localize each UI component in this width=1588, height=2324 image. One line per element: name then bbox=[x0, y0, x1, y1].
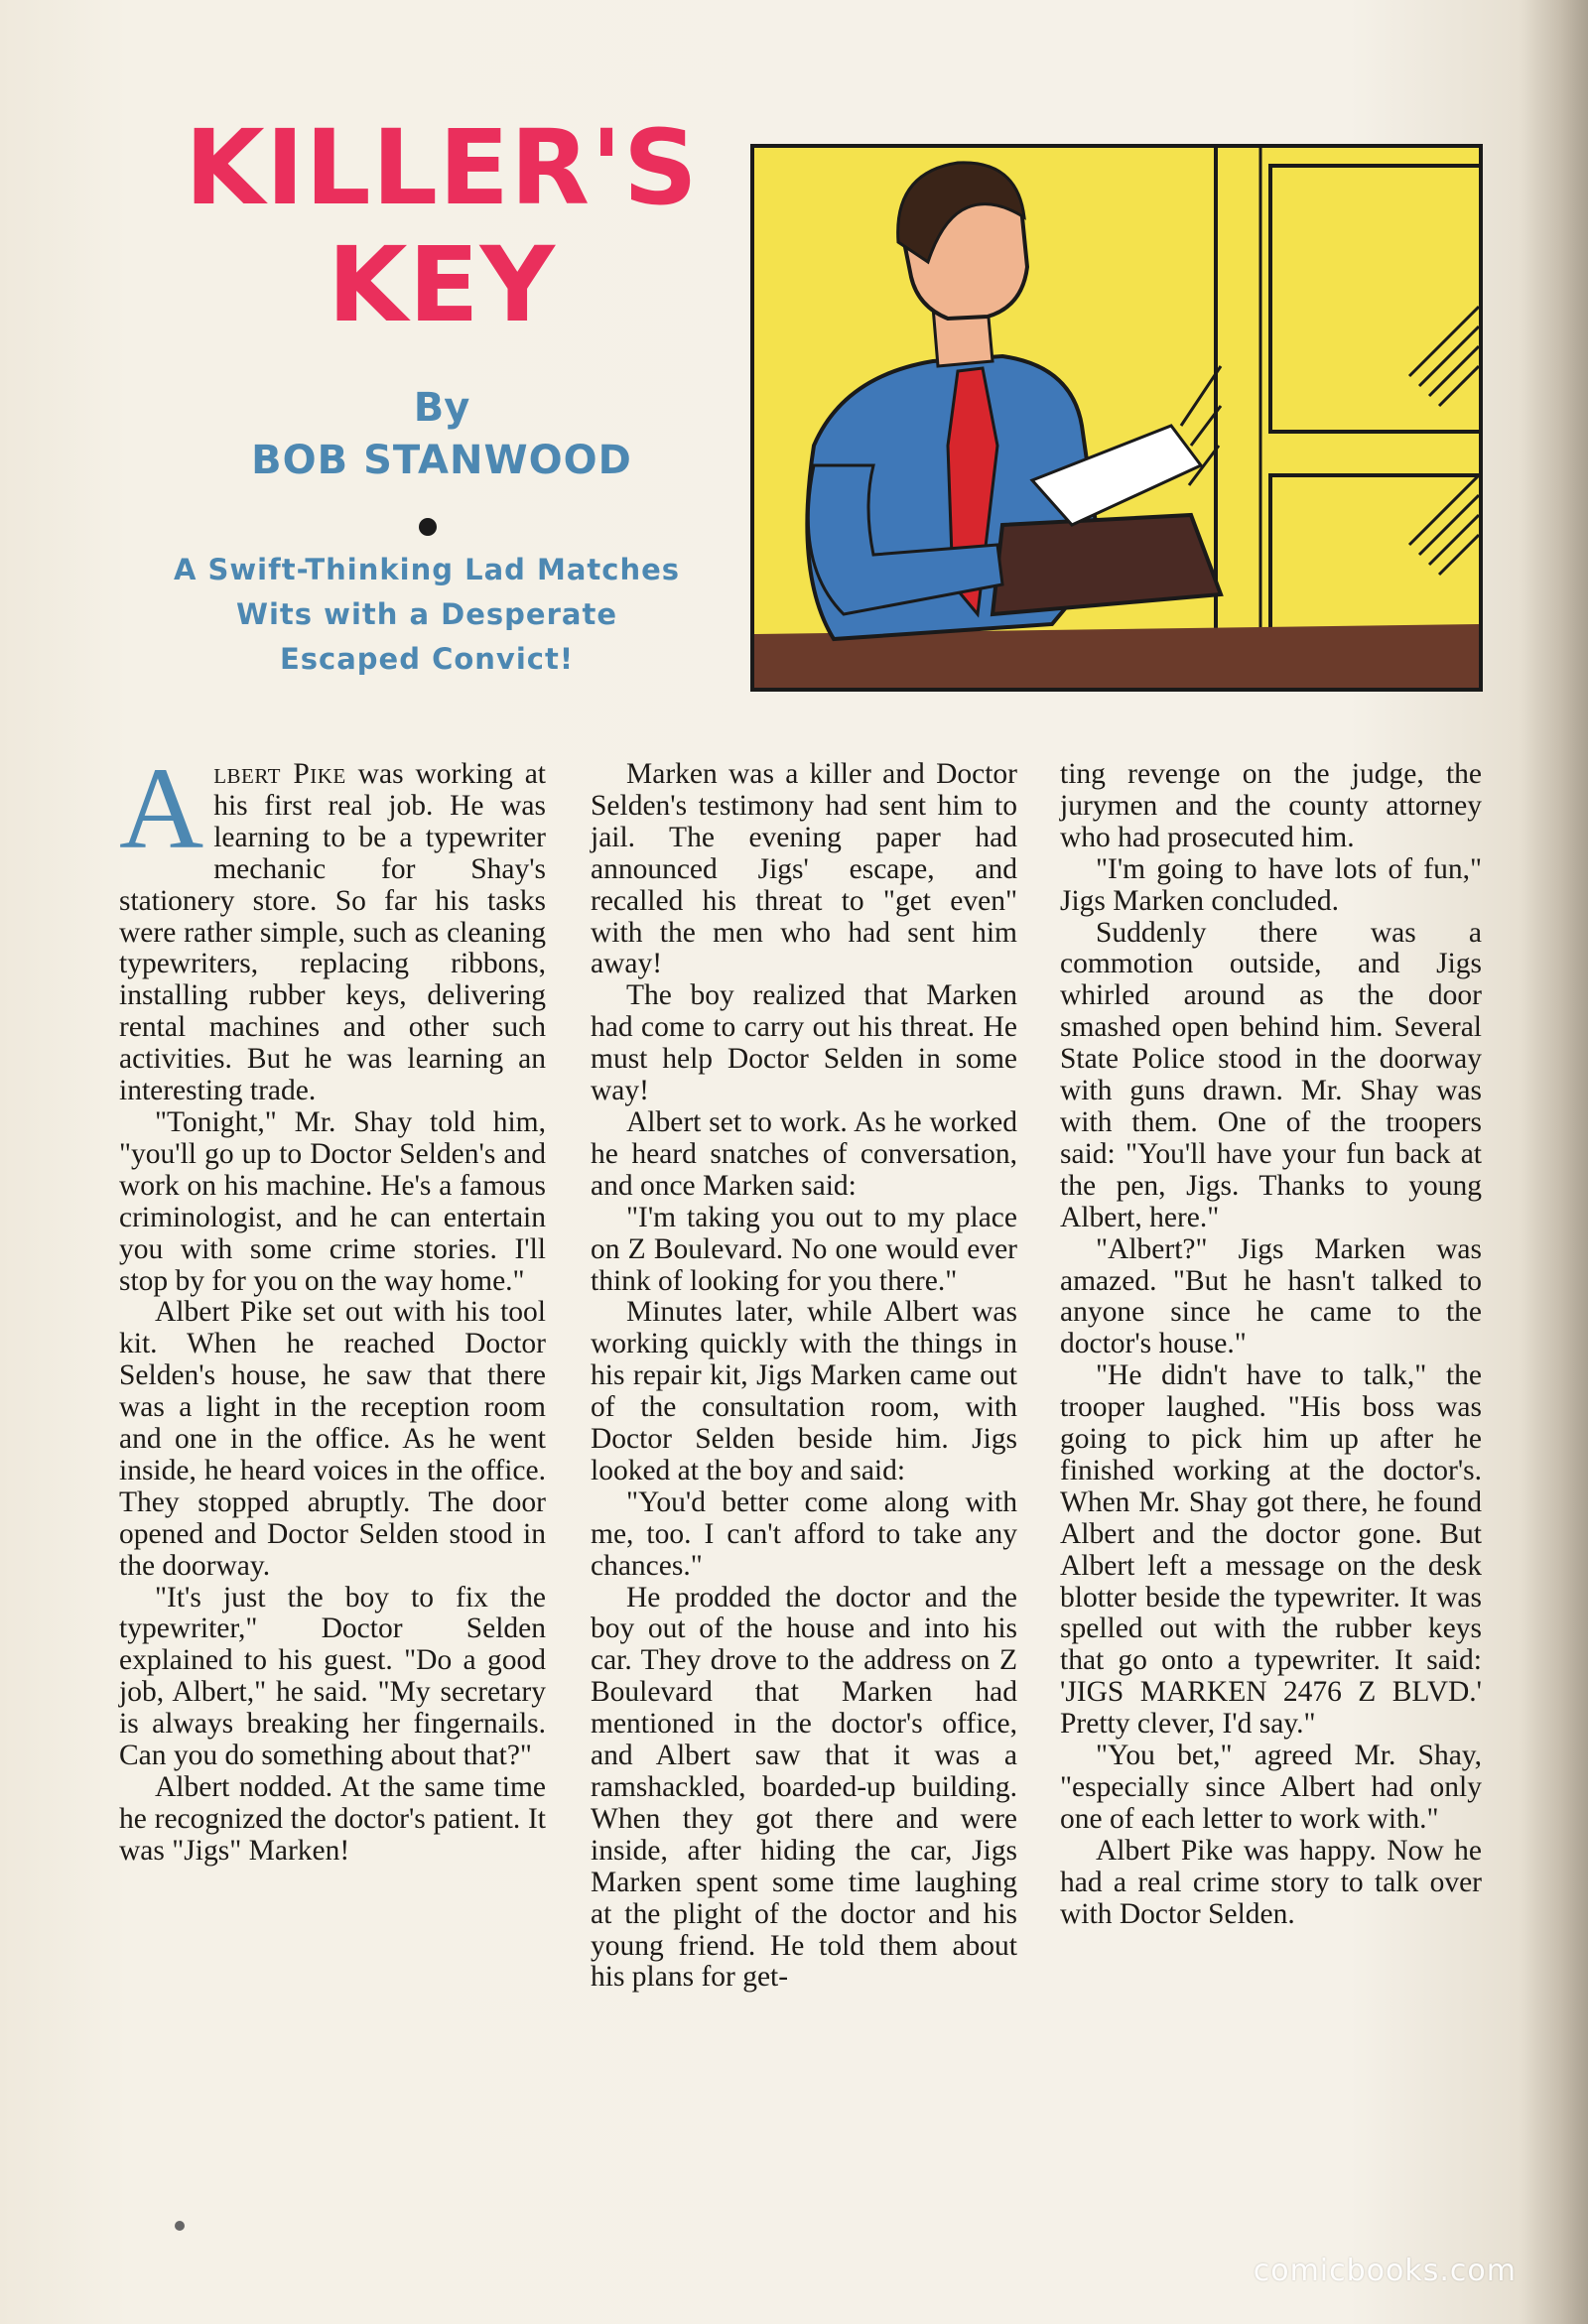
byline-by: By bbox=[413, 385, 470, 431]
story-title bbox=[149, 109, 734, 343]
paragraph: Albert nodded. At the same time he recognized the doctor's patient. It was "Jigs" Marken! bbox=[119, 1771, 546, 1867]
blurb-line-2: Wits with a Desperate bbox=[236, 597, 617, 631]
paragraph: "Albert?" Jigs Marken was amazed. "But he hasn't talked to anyone since he came to the doctor's house." bbox=[1060, 1232, 1482, 1360]
paragraph: "I'm going to have lots of fun," Jigs Marken concluded. bbox=[1060, 852, 1482, 917]
story-blurb bbox=[139, 548, 715, 682]
paragraph: "You'd better come along with me, too. I can't afford to take any chances." bbox=[591, 1485, 1017, 1582]
title-line-1: KILLER'S bbox=[185, 107, 699, 228]
lead-in: lbert Pike bbox=[213, 758, 346, 790]
paragraph: Albert Pike was happy. Now he had a real crime story to talk over with Doctor Selden. bbox=[1060, 1834, 1482, 1930]
story-illustration bbox=[750, 144, 1483, 692]
text-column-3 bbox=[1060, 759, 1482, 1931]
author-name: BOB STANWOOD bbox=[251, 438, 632, 483]
paragraph: Minutes later, while Albert was working quickly with the things in his repair kit, Jigs Marken came out of the consultation room, with Doctor Selden beside him. Jigs looked at the boy and said: bbox=[591, 1296, 1017, 1486]
page-spine-shadow bbox=[1519, 0, 1588, 2324]
paragraph: "It's just the boy to fix the typewriter," Doctor Selden explained to his guest. "Do a good job, Albert," he said. "My secretary is always breaking her fingernails. Can you do something about that?" bbox=[119, 1581, 546, 1772]
typewriter bbox=[992, 515, 1221, 614]
title-line-2: KEY bbox=[328, 224, 556, 345]
paragraph: Marken was a killer and Doctor Selden's testimony had sent him to jail. The evening paper had announced Jigs' escape, and recalled his threat to "get even" with the men who had sent him away! bbox=[591, 758, 1017, 980]
paragraph: "Tonight," Mr. Shay told him, "you'll go up to Doctor Selden's and work on his machine. He's a famous criminologist, and he can entertain you with some crime stories. I'll stop by for you on the way home." bbox=[119, 1105, 546, 1297]
drop-cap: A bbox=[119, 743, 204, 873]
illustration-svg bbox=[754, 148, 1479, 688]
text-column-1 bbox=[119, 743, 546, 1868]
page-mark bbox=[175, 2221, 185, 2231]
paragraph: "He didn't have to talk," the trooper laughed. "His boss was going to pick him up after he finished working at the doctor's. When Mr. Shay got there, he found Albert and the doctor gone. But Albert left a message on the desk blotter beside the typewriter. It was spelled out with the rubber keys that go onto a typewriter. It said: 'JIGS MARKEN 2476 Z BLVD.' Pretty clever, I'd say." bbox=[1060, 1359, 1482, 1741]
watermark: comicbooks.com bbox=[1253, 2254, 1517, 2288]
paragraph: He prodded the doctor and the boy out of the house and into his car. They drove to the address on Z Boulevard that Marken had mentioned in the doctor's office, and Albert saw that it was a ramshackled, boarded-up building. When they got there and were inside, after hiding the car, Jigs Marken spent some time laughing at the plight of the doctor and his young friend. He told them about his plans for get- bbox=[591, 1581, 1017, 1994]
byline bbox=[149, 382, 734, 487]
blurb-line-1: A Swift-Thinking Lad Matches bbox=[173, 553, 681, 586]
paragraph: Albert set to work. As he worked he heard snatches of conversation, and once Marken said: bbox=[591, 1105, 1017, 1202]
separator-bullet bbox=[419, 518, 437, 536]
text-column-2 bbox=[591, 759, 1017, 1994]
blurb-line-3: Escaped Convict! bbox=[279, 642, 575, 676]
paragraph: "I'm taking you out to my place on Z Boulevard. No one would ever think of looking for you there." bbox=[591, 1201, 1017, 1297]
paragraph: Suddenly there was a commotion outside, and Jigs whirled around as the door smashed open behind him. Several State Police stood in the doorway with guns drawn. Mr. Shay was with them. One of the troopers said: "You'll have your fun back at the pen, Jigs. Thanks to young Albert, here." bbox=[1060, 916, 1482, 1233]
paragraph bbox=[119, 743, 546, 1107]
paragraph: ting revenge on the judge, the jurymen and the county attorney who had prosecuted him. bbox=[1060, 758, 1482, 853]
paragraph: The boy realized that Marken had come to carry out his threat. He must help Doctor Selden in some way! bbox=[591, 979, 1017, 1107]
paragraph: Albert Pike set out with his tool kit. When he reached Doctor Selden's house, he saw that there was a light in the reception room and one in the office. As he went inside, he heard voices in the office. They stopped abruptly. The door opened and Doctor Selden stood in the doorway. bbox=[119, 1296, 546, 1582]
paragraph: "You bet," agreed Mr. Shay, "especially since Albert had only one of each letter to work with." bbox=[1060, 1740, 1482, 1835]
paragraph-text: was working at his first real job. He was learning to be a typewriter mechanic for Shay's stationery store. So far his tasks were rather simple, such as cleaning typewriters, replacing ribbons, installing rubber keys, delivering rental machines and other such activities. But he was learning an interesting trade. bbox=[119, 758, 546, 1107]
